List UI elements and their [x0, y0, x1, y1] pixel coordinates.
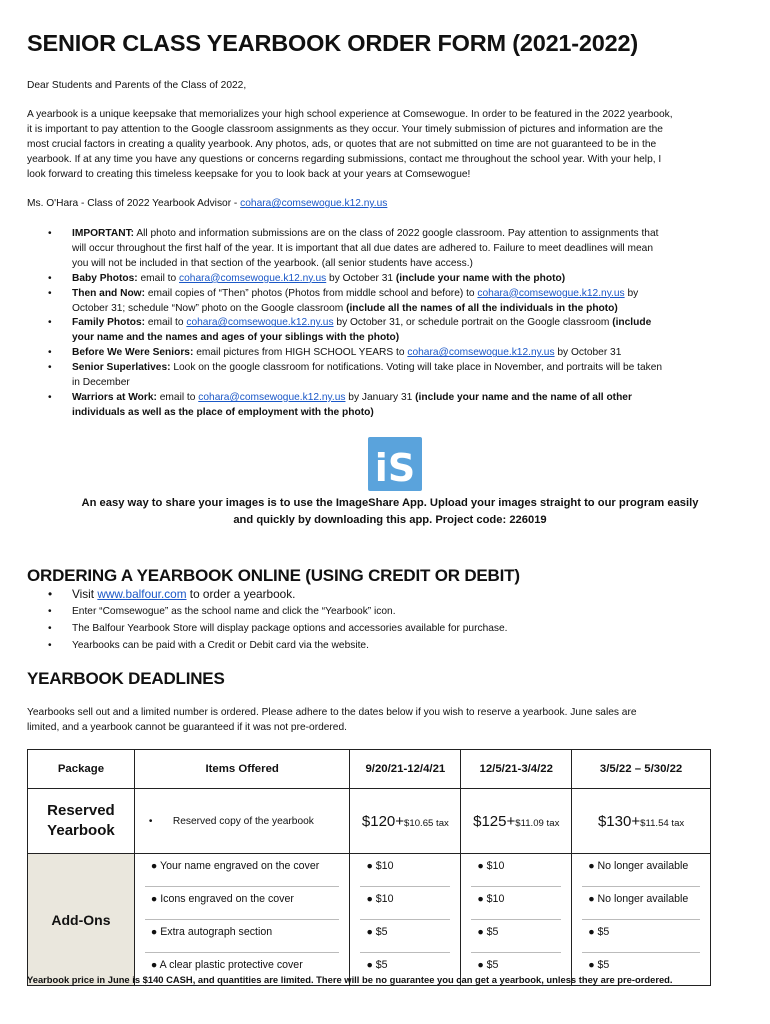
- bold-text: Warriors at Work:: [72, 391, 157, 403]
- imageshare-logo-text: iS: [374, 446, 416, 490]
- intro-line: A yearbook is a unique keepsake that memorializes your high school experience at Comsewogue. In order to be featured in the 2022 yearbook,: [27, 109, 673, 120]
- price-tax: $11.54 tax: [640, 817, 685, 829]
- addon-price-cell-1: [350, 854, 461, 986]
- addon-value: A clear plastic protective cover: [159, 959, 303, 971]
- bullet-text: email to: [137, 272, 180, 284]
- bold-text: Before We Were Seniors:: [72, 347, 194, 359]
- addon-value: $5: [375, 959, 388, 971]
- addon-row: [471, 854, 561, 887]
- list-item: [27, 287, 717, 317]
- deadlines-line: Yearbooks sell out and a limited number is ordered. Please adhere to the dates below if you wish to reserve a yearbook. June sales are: [27, 707, 637, 718]
- bullet-dot: •: [48, 317, 52, 329]
- intro-line: look forward to creating this timeless keepsake for you to look back at your years at Comsewogue!: [27, 168, 471, 180]
- package-label: Reserved: [47, 802, 115, 819]
- bold-text: (include your name with the photo): [395, 272, 566, 284]
- price-cell: [572, 789, 711, 854]
- bold-text: individuals as well as the place of employment with the photo): [72, 406, 374, 418]
- bullet-dot: •: [48, 391, 52, 403]
- bullet-dot: ●: [366, 926, 376, 938]
- intro-line: yearbook. If at any time you have any questions or concerns regarding submissions, contact me throughout the school year. With your help, I: [27, 153, 662, 165]
- bullet-dot: ●: [366, 860, 376, 872]
- bullet-line: [72, 361, 717, 376]
- price-value: $130+: [597, 812, 641, 830]
- bullet-text: email pictures from HIGH SCHOOL YEARS to: [193, 347, 408, 359]
- list-item-text: Enter “Comsewogue” as the school name and click the “Yearbook” icon.: [72, 606, 396, 617]
- addon-value: No longer available: [597, 893, 689, 905]
- list-item: • Visit www.balfour.com to order a yearbook.: [48, 587, 296, 601]
- addon-row: [360, 920, 450, 953]
- bullet-text: by October 31: [554, 347, 622, 359]
- bullet-dot: ●: [477, 926, 487, 938]
- bullet-dot: •: [48, 347, 52, 359]
- addon-value: $5: [486, 959, 499, 971]
- price-cell: [461, 789, 572, 854]
- bullet-line: [72, 287, 717, 302]
- bullet-line: [72, 346, 717, 361]
- bullet-line: [72, 227, 717, 242]
- intro-line: it is important to pay attention to the Google classroom assignments as they occur. Your timely submission of pictures and information are the: [27, 123, 663, 135]
- bullet-dot: ●: [366, 893, 376, 905]
- email-link[interactable]: cohara@comsewogue.k12.ny.us: [198, 391, 346, 403]
- bullet-dot: •: [48, 362, 52, 374]
- reserved-item-text: Reserved copy of the yearbook: [172, 815, 314, 827]
- addon-row: [471, 887, 561, 920]
- intro-line: most crucial factors in creating a quality yearbook. Any photos, ads, or quotes that are not submitted on time are not guaranteed to be in the: [27, 138, 657, 150]
- addon-row: [582, 854, 700, 887]
- deadlines-paragraph: [27, 706, 747, 736]
- addon-value: $10: [486, 893, 505, 905]
- package-addons: Add-Ons: [28, 854, 135, 986]
- list-item-text: The Balfour Yearbook Store will display package options and accessories available for purchase.: [72, 623, 508, 634]
- email-link[interactable]: cohara@comsewogue.k12.ny.us: [179, 272, 327, 284]
- email-link[interactable]: cohara@comsewogue.k12.ny.us: [477, 287, 625, 299]
- intro-paragraph: [27, 108, 747, 183]
- page-title: SENIOR CLASS YEARBOOK ORDER FORM (2021-2022): [27, 30, 639, 56]
- bullet-dot: •: [48, 287, 52, 299]
- price-tax: $11.09 tax: [515, 817, 560, 829]
- addon-price-cell-3: [572, 854, 711, 986]
- greeting: Dear Students and Parents of the Class of 2022,: [27, 80, 247, 91]
- bullet-dot: ●: [588, 860, 598, 872]
- bullet-dot: ●: [150, 959, 160, 971]
- bold-text: IMPORTANT:: [72, 228, 135, 239]
- bullet-text: will occur throughout the first half of the year. It is important that all due dates are adhered to. Failure to meet deadlines will mean: [72, 242, 654, 254]
- online-ordering-list: [27, 586, 727, 654]
- list-item: [27, 391, 717, 421]
- bullet-text: by October 31: [326, 272, 396, 284]
- deadlines-heading: YEARBOOK DEADLINES: [27, 669, 225, 688]
- reserved-item: • Reserved copy of the yearbook: [134, 789, 350, 854]
- bullet-text: Look on the google classroom for notifications. Voting will take place in November, and portraits will be taken: [170, 362, 663, 374]
- column-header-period-3: 3/5/22 – 5/30/22: [572, 750, 711, 789]
- bullet-text: by January 31: [345, 391, 416, 403]
- bullet-dot: ●: [477, 959, 487, 971]
- bold-text: Family Photos:: [72, 317, 146, 329]
- bullet-dot: ●: [588, 926, 598, 938]
- addon-row: [471, 920, 561, 953]
- bullet-dot: ●: [588, 959, 598, 971]
- price-tax: $10.65 tax: [404, 817, 449, 829]
- bold-text: Baby Photos:: [72, 272, 138, 284]
- advisor-email-link[interactable]: cohara@comsewogue.k12.ny.us: [240, 198, 388, 209]
- bullet-dot: ●: [477, 860, 487, 872]
- bold-text: Senior Superlatives:: [72, 362, 171, 374]
- list-item-text: Yearbooks can be paid with a Credit or Debit card via the website.: [72, 640, 369, 651]
- addon-value: $5: [597, 926, 610, 938]
- price-value: $125+: [473, 812, 516, 830]
- list-item: • Yearbooks can be paid with a Credit or Debit card via the website.: [48, 640, 369, 651]
- price-value: $120+: [361, 812, 405, 830]
- footer-note: Yearbook price in June is $140 CASH, and quantities are limited. There will be no guarantee you can get a yearbook, unless they are pre-ordered.: [27, 974, 673, 985]
- bullet-text: you will not be included in that section of the yearbook. (all senior students have access.): [72, 257, 473, 269]
- addon-items-cell: [134, 854, 350, 986]
- bullet-line: [72, 242, 717, 257]
- balfour-link[interactable]: www.balfour.com: [97, 587, 187, 601]
- bullet-dot: ●: [150, 893, 161, 905]
- addon-row: [145, 854, 340, 887]
- bullet-dot: ●: [150, 926, 161, 938]
- bullet-line: [72, 257, 717, 272]
- addon-value: $10: [486, 860, 505, 872]
- imageshare-note: [40, 495, 740, 529]
- bullet-line: [72, 302, 717, 317]
- bullet-dot: ●: [150, 860, 161, 872]
- bold-text: your name and the names and ages of your siblings with the photo): [72, 332, 400, 344]
- advisor-text: Ms. O'Hara - Class of 2022 Yearbook Advisor -: [27, 198, 241, 209]
- package-reserved-yearbook: [28, 789, 135, 854]
- bold-text: Then and Now:: [72, 287, 146, 299]
- addon-value: $5: [375, 926, 388, 938]
- list-item: [27, 272, 717, 287]
- bullet-line: [72, 406, 717, 421]
- advisor-line: [27, 197, 747, 212]
- imageshare-line: and quickly by downloading this app. Project code: 226019: [233, 514, 547, 526]
- email-link[interactable]: cohara@comsewogue.k12.ny.us: [407, 347, 555, 359]
- bullet-text: email to: [145, 317, 187, 329]
- online-ordering-heading: ORDERING A YEARBOOK ONLINE (USING CREDIT OR DEBIT): [27, 566, 520, 585]
- addon-row: [145, 920, 340, 953]
- submission-bullet-list: [27, 227, 717, 421]
- column-header-items: Items Offered: [134, 750, 350, 789]
- addon-row: [145, 887, 340, 920]
- bullet-dot: ●: [588, 893, 598, 905]
- imageshare-logo-graphic: [368, 437, 422, 491]
- table-header-row: [28, 750, 711, 789]
- deadlines-line: limited, and a yearbook cannot be guaranteed if it was not pre-ordered.: [27, 721, 347, 733]
- addon-value: $5: [486, 926, 499, 938]
- list-item: • The Balfour Yearbook Store will display package options and accessories available for purchase.: [48, 623, 508, 634]
- addon-row: [582, 887, 700, 920]
- bullet-text: email copies of “Then” photos (Photos from middle school and before) to: [145, 287, 478, 299]
- bullet-text: by: [624, 287, 639, 299]
- column-header-period-1: 9/20/21-12/4/21: [350, 750, 461, 789]
- addon-row: [360, 887, 450, 920]
- bullet-text: in December: [72, 377, 130, 389]
- addon-value: $5: [597, 959, 610, 971]
- bold-text: (include all the names of all the individuals in the photo): [346, 302, 618, 314]
- package-label: Yearbook: [47, 822, 115, 839]
- addon-value: Your name engraved on the cover: [160, 860, 320, 872]
- bullet-dot: •: [48, 228, 52, 239]
- bold-text: (include your name and the name of all other: [415, 391, 632, 403]
- email-link[interactable]: cohara@comsewogue.k12.ny.us: [186, 317, 334, 329]
- table-row-addons: [28, 854, 711, 986]
- bullet-line: [72, 272, 717, 287]
- price-cell: [350, 789, 461, 854]
- addon-value: Icons engraved on the cover: [160, 893, 294, 905]
- list-item: [27, 227, 717, 272]
- addon-row: [360, 854, 450, 887]
- bullet-dot: ●: [366, 959, 376, 971]
- list-item: [27, 361, 717, 391]
- addon-value: Extra autograph section: [160, 926, 273, 938]
- visit-suffix: to order a yearbook.: [186, 587, 296, 601]
- addon-row: [582, 920, 700, 953]
- addon-value: No longer available: [597, 860, 689, 872]
- bold-text: (include: [612, 317, 652, 329]
- column-header-period-2: 12/5/21-3/4/22: [461, 750, 572, 789]
- list-item: • Enter “Comsewogue” as the school name and click the “Yearbook” icon.: [48, 606, 396, 617]
- column-header-package: Package: [28, 750, 135, 789]
- list-item: [27, 316, 717, 346]
- imageshare-line: An easy way to share your images is to use the ImageShare App. Upload your images straight to our program easily: [81, 497, 699, 509]
- visit-prefix: Visit: [72, 587, 98, 601]
- bullet-line: [72, 391, 717, 406]
- addon-price-cell-2: [461, 854, 572, 986]
- list-item: [27, 346, 717, 361]
- bullet-text: by October 31, or schedule portrait on the Google classroom: [333, 317, 613, 329]
- addon-value: $10: [375, 893, 394, 905]
- bullet-dot: ●: [477, 893, 487, 905]
- bullet-dot: •: [48, 272, 52, 284]
- bullet-line: [72, 331, 717, 346]
- bullet-line: [72, 316, 717, 331]
- table-row-reserved: [28, 789, 711, 854]
- bullet-line: [72, 376, 717, 391]
- deadlines-table: [27, 749, 711, 986]
- bullet-text: email to: [156, 391, 199, 403]
- bullet-text: October 31; schedule “Now” photo on the Google classroom: [72, 302, 347, 314]
- imageshare-logo: [368, 437, 422, 491]
- addon-value: $10: [375, 860, 394, 872]
- bullet-text: All photo and information submissions are on the class of 2022 google classroom. Pay attention to assignments that: [134, 228, 659, 239]
